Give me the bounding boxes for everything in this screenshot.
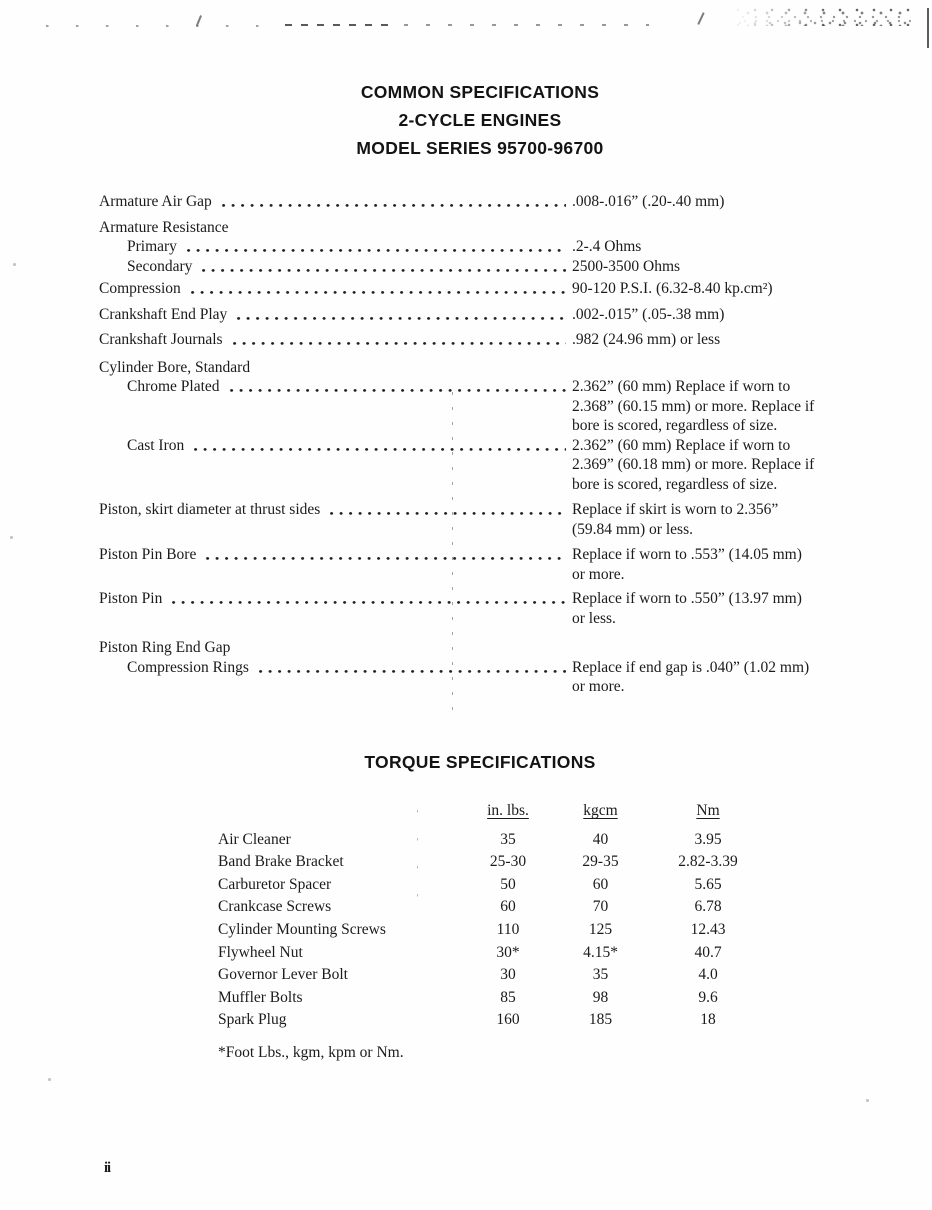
spec-label: Primary [127, 238, 177, 255]
torque-header-inlbs [463, 800, 553, 823]
torque-item-label: Band Brake Bracket [218, 853, 344, 871]
torque-value-nm: 6.78 [694, 898, 722, 916]
torque-value-inlbs: 50 [500, 875, 516, 893]
spec-label: Piston Pin Bore [99, 546, 197, 563]
spec-row [99, 192, 844, 212]
title-line-1: COMMON SPECIFICATIONS [360, 82, 600, 102]
torque-value-kgcm: 125 [588, 920, 613, 938]
dot-leader [233, 330, 566, 350]
torque-header-spacer [218, 800, 463, 823]
torque-value-nm: 9.6 [698, 988, 718, 1006]
spec-row [99, 545, 844, 584]
torque-row [218, 964, 778, 987]
spec-row [99, 658, 844, 697]
torque-value-kgcm: 60 [592, 875, 609, 893]
spec-row [99, 436, 844, 495]
torque-value-kgcm: 185 [588, 1011, 613, 1029]
torque-item-label: Cylinder Mounting Screws [218, 920, 386, 938]
spec-value [572, 279, 844, 299]
spec-value-line: .008-.016” (.20-.40 mm) [572, 193, 725, 210]
torque-header-row [218, 800, 778, 823]
torque-row [218, 851, 778, 874]
scan-noise-dots [404, 24, 649, 26]
torque-value-kgcm: 40 [592, 830, 609, 848]
spec-value [572, 192, 844, 212]
torque-value-inlbs: 60 [500, 898, 516, 916]
dot-leader [172, 589, 566, 609]
torque-row [218, 874, 778, 897]
spec-value [572, 658, 844, 697]
torque-value-nm: 4.0 [698, 966, 718, 984]
spec-value-line: .002-.015” (.05-.38 mm) [572, 305, 725, 323]
spec-value-line: or less. [572, 609, 616, 627]
torque-item-label: Carburetor Spacer [218, 875, 332, 893]
torque-value-inlbs: 35 [500, 830, 516, 848]
scan-noise-dashes [285, 24, 397, 26]
torque-value-kgcm: 29-35 [582, 853, 619, 871]
dot-leader [187, 237, 566, 257]
spec-value-line: 2500-3500 Ohms [572, 257, 681, 275]
torque-value-kgcm: 4.15* [583, 943, 618, 961]
dot-leader [194, 436, 566, 456]
title-line-3: MODEL SERIES 95700-96700 [356, 138, 604, 158]
torque-value-inlbs: 30* [496, 943, 520, 961]
spec-label: Piston, skirt diameter at thrust sides [99, 501, 321, 518]
page-number: ii [104, 1160, 111, 1176]
spec-row [99, 377, 844, 436]
torque-value-inlbs: 25-30 [489, 853, 527, 871]
spec-value-line: 2.369” (60.18 mm) or more. Replace if [572, 456, 815, 473]
torque-value-inlbs: 110 [496, 920, 520, 938]
scan-noise-slash [697, 12, 704, 24]
spec-label: Crankshaft Journals [99, 331, 223, 348]
spec-value [572, 377, 844, 436]
spec-label: Armature Resistance [99, 218, 229, 236]
spec-value [572, 500, 844, 539]
scan-speck [10, 536, 13, 539]
column-label: Nm [696, 802, 720, 819]
spec-value-line: or more. [572, 678, 625, 695]
spec-value-line: Replace if end gap is .040” (1.02 mm) [572, 658, 810, 676]
torque-item-label: Air Cleaner [218, 830, 291, 848]
spec-row [99, 330, 844, 350]
spec-value-line: Replace if worn to .553” (14.05 mm) [572, 546, 802, 563]
column-label: kgcm [583, 802, 618, 819]
torque-row [218, 919, 778, 942]
spec-value-line: 90-120 P.S.I. (6.32-8.40 kp.cm²) [572, 280, 773, 297]
torque-value-inlbs: 85 [500, 988, 516, 1006]
spec-row [99, 500, 844, 539]
torque-item-label: Flywheel Nut [218, 943, 303, 961]
torque-value-inlbs: 160 [496, 1011, 520, 1029]
spec-row [99, 237, 844, 257]
dot-leader [191, 279, 566, 299]
spec-value-line: Replace if worn to .550” (13.97 mm) [572, 590, 802, 607]
spec-value-line: (59.84 mm) or less. [572, 520, 693, 538]
spec-row [99, 279, 844, 299]
torque-item-label: Spark Plug [218, 1011, 287, 1029]
torque-item-label: Crankcase Screws [218, 898, 332, 916]
spec-value [572, 237, 844, 257]
scan-noise-speckle-band [735, 8, 911, 26]
scan-speck [13, 263, 16, 266]
dot-leader [202, 257, 566, 277]
torque-value-nm: 5.65 [694, 875, 722, 893]
spec-label: Cast Iron [127, 436, 185, 454]
dot-leader [259, 658, 566, 678]
spec-label: Piston Pin [99, 590, 163, 607]
torque-value-kgcm: 98 [592, 988, 609, 1006]
spec-label: Compression Rings [127, 658, 249, 676]
spec-value [572, 305, 844, 325]
spec-label: Armature Air Gap [99, 193, 212, 210]
spec-row [99, 257, 844, 277]
torque-value-nm: 2.82-3.39 [678, 853, 738, 871]
spec-value-line: or more. [572, 565, 625, 583]
torque-item-label: Muffler Bolts [218, 988, 303, 1006]
spec-value [572, 330, 844, 350]
spec-label: Crankshaft End Play [99, 305, 228, 323]
spec-value [572, 257, 844, 277]
spec-value-line: Replace if skirt is worn to 2.356” [572, 501, 779, 518]
spec-label: Chrome Plated [127, 378, 220, 395]
torque-value-nm: 12.43 [690, 920, 726, 938]
scan-noise-slash [196, 15, 202, 26]
spec-group-header [99, 638, 844, 658]
scan-speck [866, 1099, 869, 1102]
spec-value-line: 2.362” (60 mm) Replace if worn to [572, 436, 791, 454]
torque-value-kgcm: 70 [592, 898, 609, 916]
spec-value [572, 589, 844, 628]
torque-row [218, 942, 778, 965]
torque-value-kgcm: 35 [592, 966, 609, 984]
torque-header-nm [648, 800, 768, 823]
spec-row [99, 305, 844, 325]
dot-leader [206, 545, 566, 565]
column-label: in. lbs. [487, 802, 529, 819]
spec-list [99, 192, 844, 697]
title-line-2: 2-CYCLE ENGINES [398, 110, 562, 130]
spec-value-line: .982 (24.96 mm) or less [572, 331, 721, 348]
torque-value-nm: 18 [700, 1011, 716, 1029]
dot-leader [237, 305, 566, 325]
scan-noise-dots [46, 25, 282, 27]
spec-value-line: .2-.4 Ohms [572, 238, 642, 255]
spec-value-line: bore is scored, regardless of size. [572, 417, 778, 434]
torque-row [218, 896, 778, 919]
scan-speck [48, 1078, 51, 1081]
torque-table [218, 800, 778, 1032]
spec-label: Piston Ring End Gap [99, 639, 231, 656]
spec-value-line: 2.362” (60 mm) Replace if worn to [572, 378, 791, 395]
spec-group-header [99, 358, 844, 378]
spec-value [572, 545, 844, 584]
spec-label: Secondary [127, 257, 193, 275]
torque-row [218, 1009, 778, 1032]
torque-row [218, 987, 778, 1010]
spec-value-line: bore is scored, regardless of size. [572, 475, 778, 493]
torque-section-title: TORQUE SPECIFICATIONS [364, 752, 596, 772]
document-title-block [0, 78, 932, 162]
spec-label: Cylinder Bore, Standard [99, 358, 251, 376]
torque-row [218, 829, 778, 852]
torque-item-label: Governor Lever Bolt [218, 966, 348, 984]
torque-value-nm: 40.7 [694, 943, 722, 961]
spec-row [99, 589, 844, 628]
torque-footnote: *Foot Lbs., kgm, kpm or Nm. [218, 1044, 404, 1061]
dot-leader [230, 377, 566, 397]
spec-value-line: 2.368” (60.15 mm) or more. Replace if [572, 397, 815, 415]
spec-group-header [99, 218, 844, 238]
dot-leader [330, 500, 566, 520]
scan-edge-line [927, 8, 929, 48]
torque-value-nm: 3.95 [694, 830, 722, 848]
dot-leader [222, 192, 566, 212]
spec-label: Compression [99, 280, 181, 297]
spec-value [572, 436, 844, 495]
torque-header-kgcm [553, 800, 648, 823]
torque-value-inlbs: 30 [500, 966, 516, 984]
